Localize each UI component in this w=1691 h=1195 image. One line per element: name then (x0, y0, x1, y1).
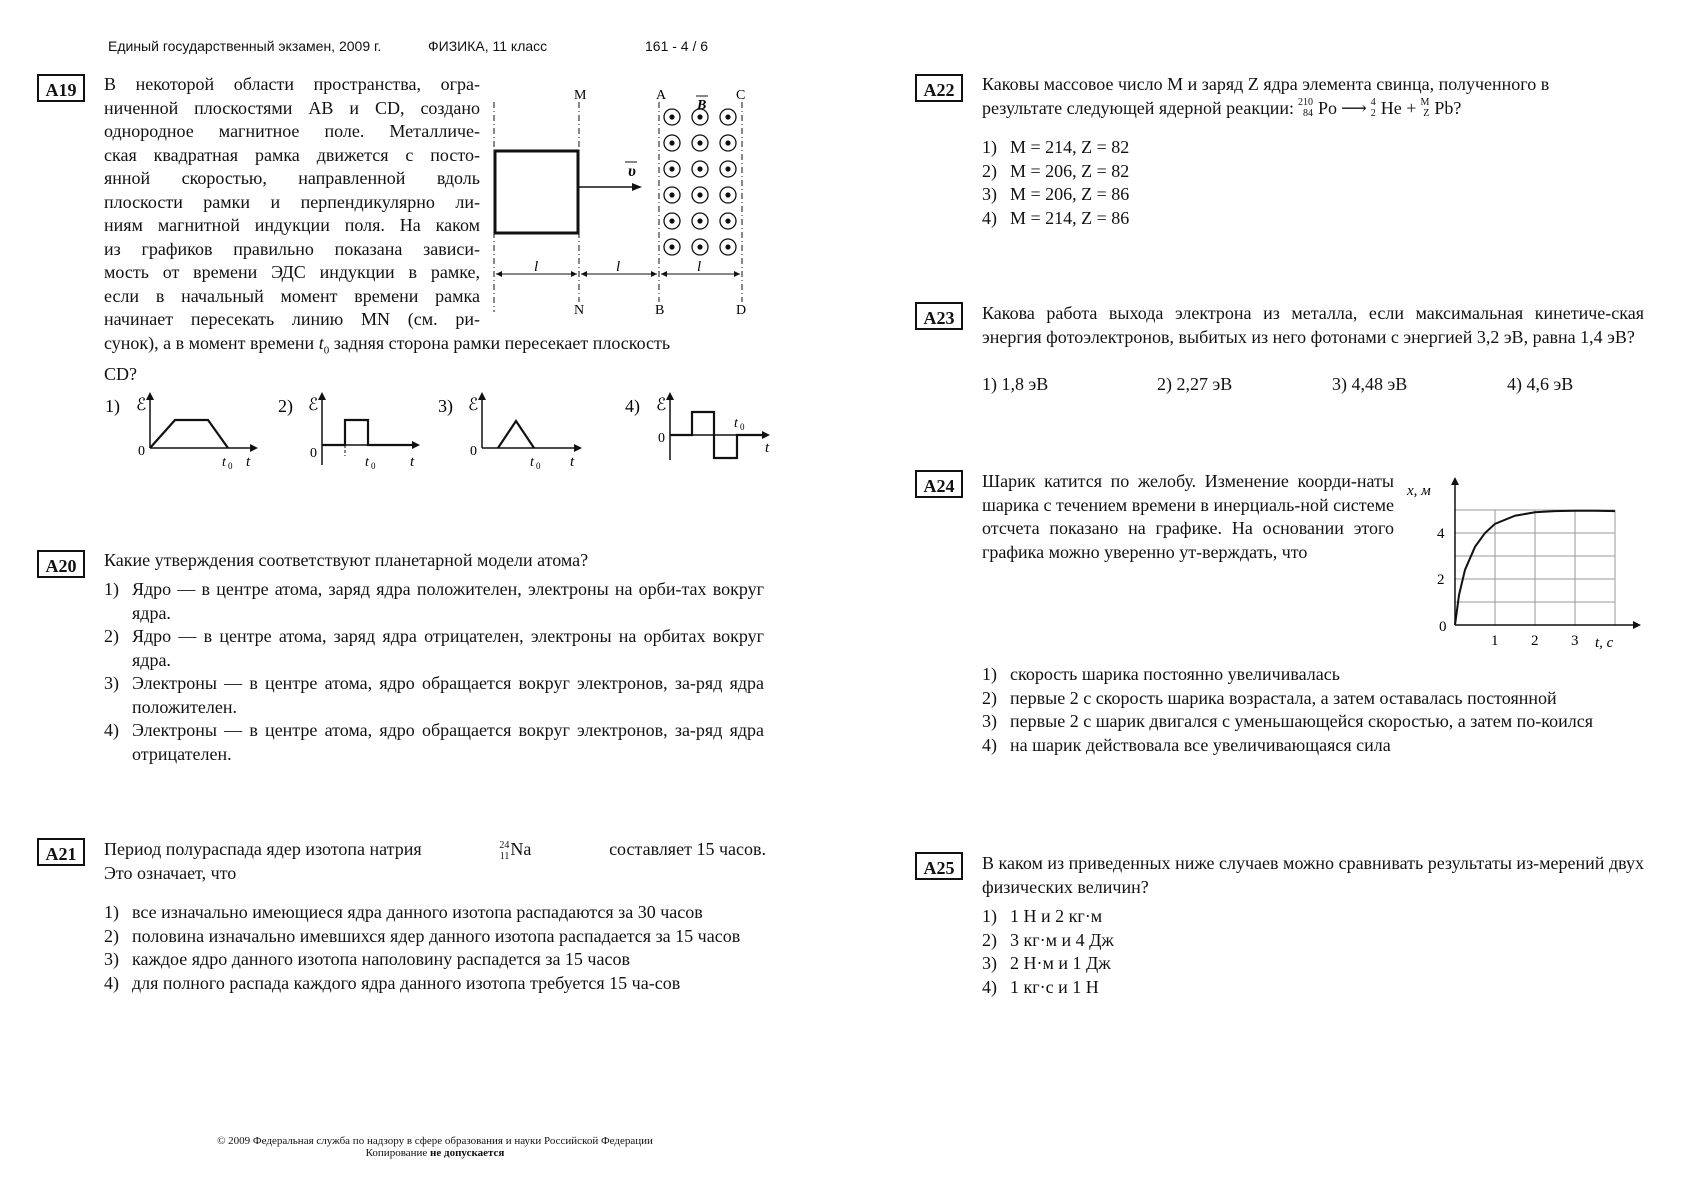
a19-line: ниченной плоскостями AB и CD, создано (104, 97, 480, 118)
a24-options (982, 663, 1644, 757)
a19-line: плоскости рамки и перпендикулярно ли- (104, 191, 480, 212)
a20-badge: A20 (37, 550, 85, 578)
a21-badge: A21 (37, 838, 85, 866)
field-dot-center (669, 192, 674, 197)
field-dot-center (669, 140, 674, 145)
a25-options (982, 905, 1642, 999)
a20-option-3: 3) Электроны — в центре атома, ядро обращается вокруг электронов, за-ряд ядра положителен. (104, 673, 764, 717)
a21-option-1: 1) все изначально имеющиеся ядра данного изотопа распадаются за 30 часов (104, 902, 703, 922)
a22-option-2: 2) M = 206, Z = 82 (982, 160, 1130, 181)
a19-line: из графиков правильно показана зависи- (104, 238, 480, 259)
svg-text:0: 0 (228, 461, 233, 471)
svg-text:ℰ: ℰ (468, 395, 479, 414)
svg-text:0: 0 (371, 461, 376, 471)
a19-line: янной скоростью, направленной вдоль (104, 168, 480, 188)
graph-option-3 (438, 392, 582, 471)
svg-text:ℰ: ℰ (308, 395, 319, 414)
field-dot-center (669, 166, 674, 171)
a22-question: Каковы массовое число M и заряд Z ядра элемента свинца, полученного в результате следующей ядерной реакции: 210 84 Po ⟶ 4 2 He + M Z Pb? (982, 74, 1550, 120)
x-tick-label: 1 (1491, 633, 1499, 649)
field-dot-center (697, 192, 702, 197)
svg-text:t: t (734, 416, 738, 431)
a22-option-4: 4) M = 214, Z = 86 (982, 207, 1130, 228)
a19-text-cont: сунок), а в момент времени $t_0$ задняя сторона рамки пересекает плоскость CD? (104, 333, 671, 385)
svg-text:0: 0 (138, 444, 145, 459)
field-dot-center (697, 166, 702, 171)
x-axis-label: t, с (1595, 635, 1614, 651)
graph-option-2 (278, 392, 420, 471)
graph-option-4 (625, 392, 770, 460)
a25-option-1: 1) 1 Н и 2 кг·м (982, 906, 1103, 926)
a22-option-1: 1) M = 214, Z = 82 (982, 137, 1130, 157)
svg-text:0: 0 (740, 422, 745, 432)
a25-question: В каком из приведенных ниже случаев можно сравнивать результаты из-мерений двух физических величин? (982, 853, 1644, 897)
field-dot-center (669, 244, 674, 249)
a21-question: Период полураспада ядер изотопа натрия 24 11 Na составляет 15 часов. Это означает, что (104, 839, 766, 883)
graph-option-1 (105, 392, 258, 471)
svg-text:t: t (765, 440, 770, 456)
a24-question: Шарик катится по желобу. Изменение коорди-наты шарика с течением времени в инерциаль-ной системе отсчета показано на графике. На основании этого графика можно уверенно ут-верждать, что (982, 471, 1394, 562)
a24-badge: A24 (915, 470, 963, 498)
y-tick-label: 2 (1437, 572, 1445, 588)
a19-line: мость от времени ЭДС индукции в рамке, (104, 262, 480, 282)
a24-option-2: 2) первые 2 с скорость шарика возрастала, а затем оставалась постоянной (982, 687, 1557, 708)
a21-option-4: 4) для полного распада каждого ядра данного изотопа требуется 15 ча-сов (104, 972, 681, 993)
magnetic-field-dots (664, 109, 736, 255)
header-subject: ФИЗИКА, 11 класс (428, 38, 548, 54)
a25-option-4: 4) 1 кг·с и 1 Н (982, 976, 1099, 997)
field-dot-center (725, 140, 730, 145)
field-dot-center (725, 166, 730, 171)
svg-text:3): 3) (438, 396, 453, 416)
a19-question-lines (104, 73, 480, 332)
a23-options: 1) 1,8 эВ 2) 2,27 эВ 3) 4,48 эВ 4) 4,6 эВ (982, 374, 1574, 394)
a23-question: Какова работа выхода электрона из металла, если максимальная кинетиче-ская энергия фотоэлектронов, выбитых из него фотонами с энергией 3,2 эВ, равна 1,4 эВ? (982, 303, 1644, 347)
field-dot-center (697, 114, 702, 119)
label-B: B (655, 303, 665, 318)
a19-figure (484, 82, 754, 322)
svg-text:0: 0 (536, 461, 541, 471)
a21-option-2: 2) половина изначально имевшихся ядер данного изотопа распадается за 15 часов (104, 925, 741, 946)
a19-line: начинает пересекать линию MN (см. ри- (104, 309, 480, 329)
label-N: N (574, 303, 585, 318)
x-axis-arrow (1633, 621, 1641, 629)
svg-text:t: t (530, 455, 534, 470)
field-dot-center (725, 192, 730, 197)
field-dot-center (669, 114, 674, 119)
a22-options (982, 136, 1642, 230)
a19-line: ниям магнитной индукции поля. На каком (104, 215, 480, 235)
y-axis-label: x, м (1407, 483, 1431, 499)
field-dot-center (725, 218, 730, 223)
y-axis-arrow (1451, 477, 1459, 485)
svg-text:2): 2) (278, 396, 293, 416)
a24-option-1: 1) скорость шарика постоянно увеличивалась (982, 664, 1340, 684)
svg-text:t: t (222, 455, 226, 470)
svg-text:1): 1) (105, 396, 120, 416)
a19-line: если в начальный момент времени рамка (104, 285, 480, 306)
a24-chart (1405, 475, 1645, 665)
label-l-3: l (697, 259, 702, 275)
field-dot-center (697, 218, 702, 223)
x-tick-label: 3 (1571, 633, 1579, 649)
field-dot-center (725, 244, 730, 249)
svg-text:t: t (570, 454, 575, 470)
a23-badge: A23 (915, 302, 963, 330)
a20-options (104, 578, 764, 766)
svg-text:t: t (365, 455, 369, 470)
svg-text:ℰ: ℰ (656, 395, 667, 414)
a20-option-4: 4) Электроны — в центре атома, ядро обращается вокруг электронов, за-ряд ядра отрицателен. (104, 720, 764, 764)
svg-text:4): 4) (625, 396, 640, 416)
svg-text:0: 0 (658, 431, 665, 446)
x-tick-label: 2 (1531, 633, 1539, 649)
label-v: υ (628, 163, 636, 180)
a20-option-2: 2) Ядро — в центре атома, заряд ядра отрицателен, электроны на орбитах вокруг ядра. (104, 626, 764, 670)
a24-option-3: 3) первые 2 с шарик двигался с уменьшающейся скоростью, а затем по-коился (982, 711, 1594, 731)
header-page: 161 - 4 / 6 (645, 38, 709, 54)
field-dot-center (697, 140, 702, 145)
svg-text:ℰ: ℰ (136, 395, 147, 414)
a22-badge: A22 (915, 74, 963, 102)
y-tick-label: 4 (1437, 526, 1445, 542)
metal-frame (495, 151, 578, 233)
svg-text:t: t (410, 454, 415, 470)
a19-text (104, 73, 480, 332)
field-dot-center (669, 218, 674, 223)
label-A: A (656, 88, 667, 103)
label-l-2: l (616, 259, 621, 275)
origin-label: 0 (1439, 619, 1447, 635)
label-C: C (736, 88, 746, 103)
field-dot-center (697, 244, 702, 249)
label-l-1: l (534, 259, 539, 275)
a21-options (104, 901, 764, 995)
a24-option-4: 4) на шарик действовала все увеличивающаяся сила (982, 734, 1391, 755)
svg-text:0: 0 (310, 446, 317, 461)
a20-option-1: 1) Ядро — в центре атома, заряд ядра положителен, электроны на орби-тах вокруг ядра. (104, 579, 764, 623)
a22-option-3: 3) M = 206, Z = 86 (982, 184, 1130, 204)
a19-badge: A19 (37, 74, 85, 102)
a25-badge: A25 (915, 852, 963, 880)
a19-option-graphs (100, 390, 780, 475)
a19-line: В некоторой области пространства, огра- (104, 74, 480, 94)
svg-text:0: 0 (470, 444, 477, 459)
a20-question: Какие утверждения соответствуют планетарной модели атома? (104, 550, 589, 570)
label-M: M (574, 88, 587, 103)
field-dot-center (725, 114, 730, 119)
a21-option-3: 3) каждое ядро данного изотопа наполовину распадется за 15 часов (104, 949, 630, 969)
a19-line: ская квадратная рамка движется с посто- (104, 144, 480, 165)
a19-line: однородное магнитное поле. Металличе- (104, 121, 480, 141)
a25-option-3: 3) 2 Н·м и 1 Дж (982, 953, 1111, 973)
label-D: D (736, 303, 747, 318)
footer: © 2009 Федеральная служба по надзору в сфере образования и науки Российской Федерации Копирование не допускается (217, 1135, 653, 1159)
a25-option-2: 2) 3 кг·м и 4 Дж (982, 929, 1114, 950)
svg-text:t: t (246, 454, 251, 470)
label-B-vector: B (697, 98, 707, 113)
header-exam: Единый государственный экзамен, 2009 г. (108, 38, 382, 54)
